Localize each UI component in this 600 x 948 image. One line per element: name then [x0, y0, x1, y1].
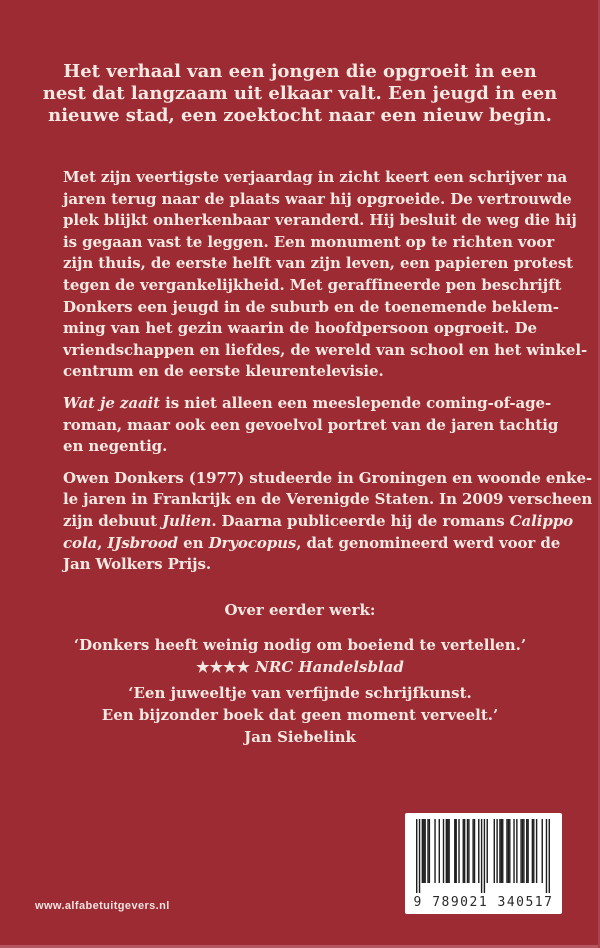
text-line — [63, 489, 593, 511]
review-quote — [0, 635, 600, 678]
text: roman, maar ook een gevoelvol portret van de jaren tachtig — [63, 415, 559, 434]
text: Jan Siebelink — [244, 727, 356, 746]
paragraph — [63, 393, 559, 458]
text: Owen Donkers (1977) studeerde in Groningen en woonde enke- — [63, 468, 593, 487]
text: is gegaan vast te leggen. Een monument op te richten voor — [63, 232, 555, 251]
reviews-heading: Over eerder werk: — [224, 600, 376, 619]
centered-line — [0, 635, 600, 657]
italic-text: Wat je zaait — [63, 393, 160, 412]
text: plek blijkt onherkenbaar veranderd. Hij besluit de weg die hij — [63, 211, 577, 230]
text-line — [63, 318, 537, 340]
text: centrum en de eerste kleurentelevisie. — [63, 362, 384, 381]
text-line — [63, 468, 593, 490]
text: ming van het gezin waarin de hoofdpersoon opgroeit. De — [63, 319, 537, 338]
centered-line — [0, 61, 600, 83]
text-line — [63, 554, 537, 576]
text: en negentig. — [63, 437, 168, 456]
text-line — [63, 297, 559, 319]
text: ★★★★ — [196, 657, 256, 676]
text: Het verhaal van een jongen die opgroeit in een — [63, 61, 537, 82]
text-line — [63, 210, 577, 232]
text: is niet alleen een meeslepende coming-of-age- — [160, 393, 552, 412]
text: Donkers een jeugd in de suburb en de toenemende beklem- — [63, 297, 559, 316]
centered-line — [0, 657, 600, 679]
text-line — [63, 189, 572, 211]
paragraph — [63, 468, 593, 576]
text: ‘Een juweeltje van verfijnde schrijfkunst. — [128, 684, 472, 703]
italic-text: NRC Handelsblad — [255, 657, 404, 676]
intro-blurb — [0, 0, 600, 127]
text: nest dat langzaam uit elkaar valt. Een jeugd in een — [42, 83, 558, 104]
text: jaren terug naar de plaats waar hij opgroeide. De vertrouwde — [63, 189, 572, 208]
text: , — [97, 533, 108, 552]
text: vriendschappen en liefdes, de wereld van school en het winkel- — [63, 340, 588, 359]
text: ‘Donkers heeft weinig nodig om boeiend te vertellen.’ — [73, 636, 527, 655]
text-line — [63, 232, 555, 254]
centered-line — [0, 683, 600, 705]
reviews-section — [0, 600, 600, 749]
centered-line — [0, 83, 600, 105]
text: Met zijn veertigste verjaardag in zicht keert een schrijver na — [63, 168, 568, 186]
text: en — [178, 533, 209, 552]
text-line — [63, 340, 588, 362]
italic-text: Dryocopus — [208, 533, 297, 552]
publisher-website-url: www.alfabetuitgevers.nl — [35, 900, 170, 912]
text-line — [63, 275, 562, 297]
text-line — [63, 361, 537, 383]
text-line — [63, 393, 552, 415]
paragraph — [63, 167, 588, 383]
text: zijn debuut — [63, 511, 163, 530]
text-line — [63, 415, 559, 437]
text-line — [63, 167, 568, 189]
synopsis — [63, 167, 593, 576]
barcode — [405, 813, 562, 914]
review-quote — [0, 683, 600, 748]
text: . Daarna publiceerde hij de romans — [211, 511, 510, 530]
italic-text: Calippo — [509, 511, 574, 530]
quotes — [0, 635, 600, 748]
italic-text: cola — [63, 533, 98, 552]
text: zijn thuis, de eerste helft van zijn leven, een papieren protest — [63, 254, 573, 273]
italic-text: IJsbrood — [107, 533, 179, 552]
text-line — [63, 533, 561, 555]
italic-text: Julien — [162, 511, 212, 530]
centered-line — [0, 105, 600, 127]
centered-line — [0, 705, 600, 727]
barcode-bars-image — [416, 819, 550, 893]
text: Een bijzonder boek dat geen moment verveelt.’ — [101, 706, 499, 725]
text: , dat genomineerd werd voor de — [296, 533, 561, 552]
text-line — [63, 253, 573, 275]
text-line — [63, 436, 537, 458]
text: tegen de vergankelijkheid. Met geraffineerde pen beschrijft — [63, 275, 562, 294]
text: Jan Wolkers Prijs. — [63, 555, 211, 574]
text: nieuwe stad, een zoektocht naar een nieuw begin. — [48, 105, 552, 126]
text: le jaren in Frankrijk en de Verenigde Staten. In 2009 verscheen — [63, 490, 593, 509]
barcode-number: 9 789021 340517 — [413, 895, 554, 910]
centered-line — [0, 727, 600, 749]
text-line — [63, 511, 574, 533]
